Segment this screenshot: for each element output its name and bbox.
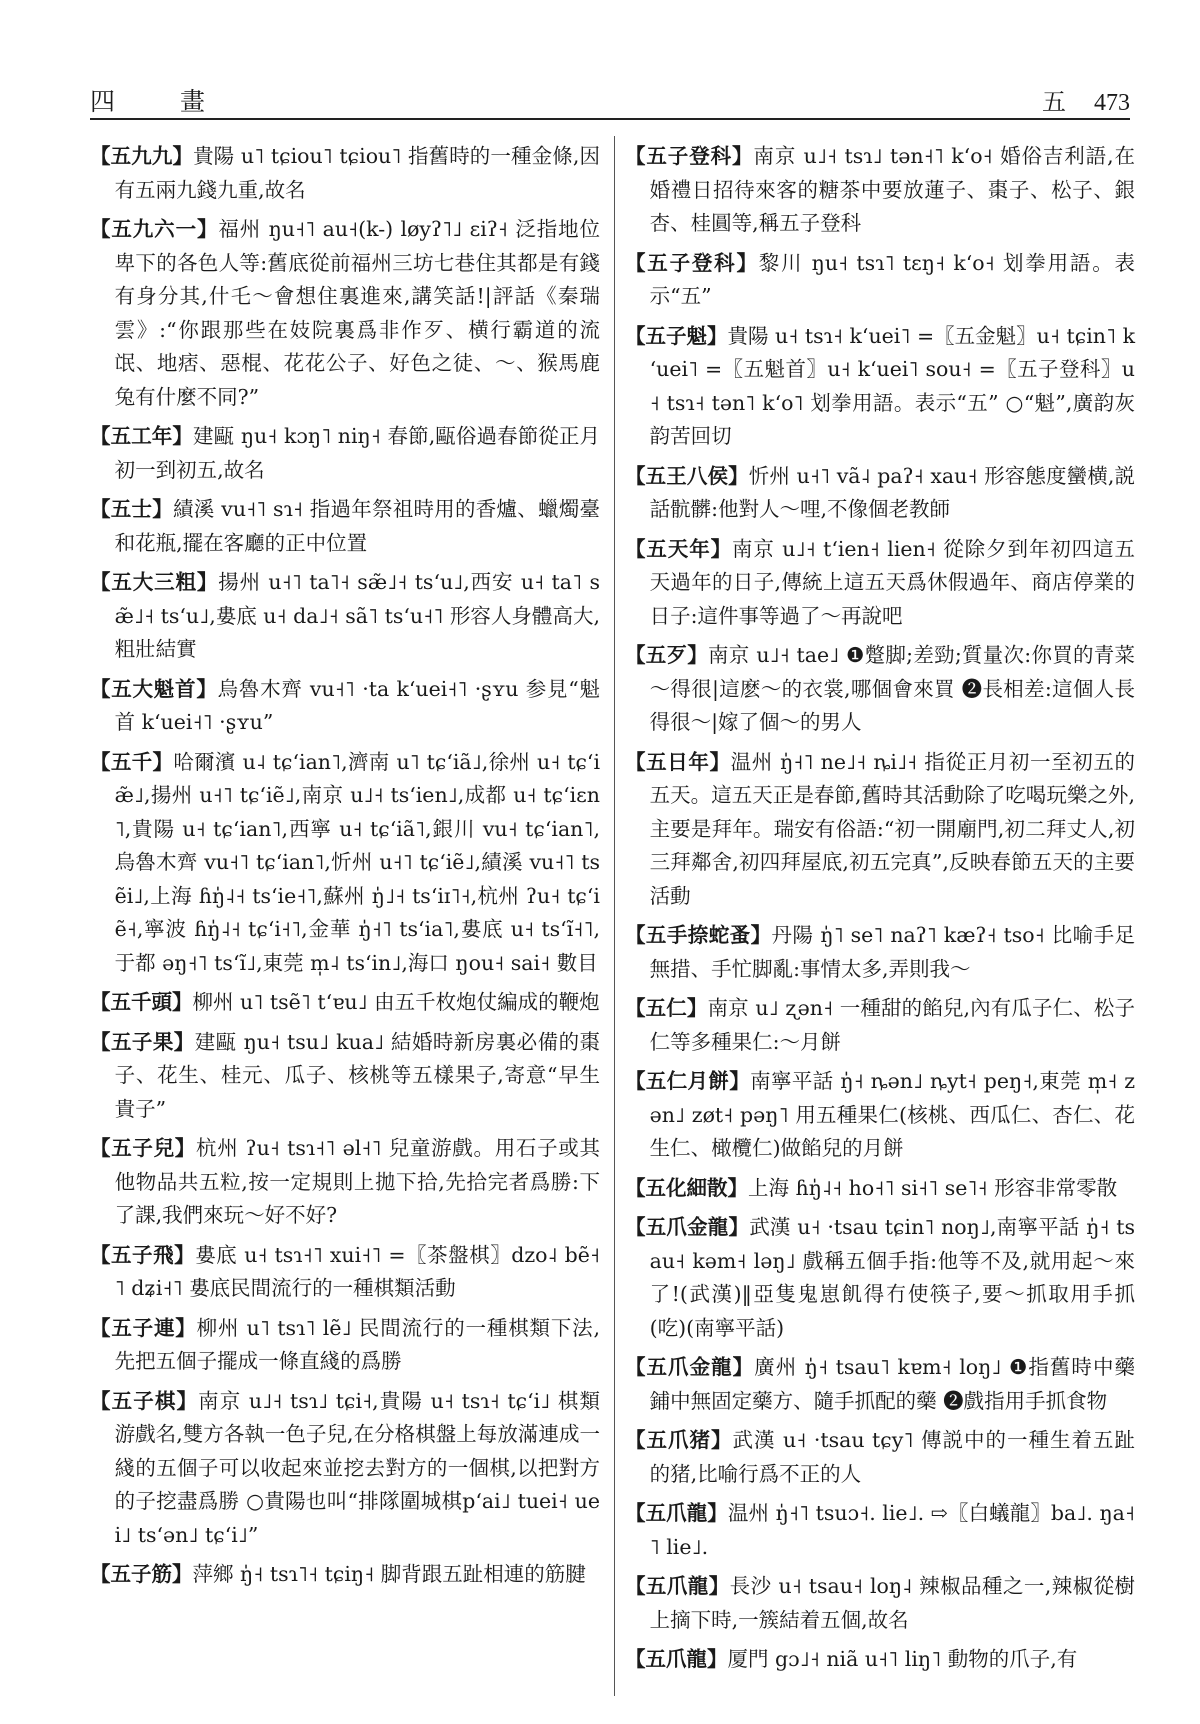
dictionary-entry: [90, 420, 600, 487]
entry-headword: 【五士】: [90, 497, 174, 521]
dictionary-entry: [625, 1570, 1135, 1637]
running-head-char: 五: [1042, 88, 1066, 116]
entry-definition: 丹陽 ŋ̍˥ se˥ naʔ˥ kæʔ˧ tso˧ 比喻手足無措、手忙脚亂:事情太多,弄則我～: [649, 923, 1136, 981]
entry-definition: 柳州 u˥ tsẽ˥ tʻɐu˩ 由五千枚炮仗編成的鞭炮: [192, 990, 600, 1014]
entry-headword: 【五子連】: [90, 1315, 197, 1340]
section-title: 四 畫: [90, 87, 226, 116]
entry-headword: 【五子棋】: [90, 1388, 199, 1413]
entry-headword: 【五仁月餅】: [625, 1069, 751, 1093]
entry-headword: 【五化細散】: [625, 1175, 748, 1200]
dictionary-entry: [90, 1312, 600, 1379]
entry-headword: 【五爪金龍】: [625, 1355, 755, 1379]
entry-definition: 廣州 ŋ̍˧ tsau˥ kɐm˧ loŋ˩ ❶指舊時中藥鋪中無固定藥方、隨手抓配的藥 ❷戲指用手抓食物: [649, 1355, 1135, 1413]
dictionary-entry: [90, 1132, 600, 1233]
entry-headword: 【五千頭】: [90, 990, 193, 1014]
entry-definition: 績溪 vu˧˥ sɿ˧ 指過年祭祖時用的香爐、蠟燭臺和花瓶,擺在客廳的正中位置: [114, 497, 601, 555]
entry-headword: 【五仁】: [625, 996, 708, 1020]
entry-headword: 【五歹】: [625, 643, 709, 667]
entry-headword: 【五九六一】: [90, 217, 219, 241]
dictionary-entry: [625, 992, 1135, 1059]
entry-definition: 揚州 u˧˥ ta˥˧ sæ̃˩˧ tsʻu˩,西安 u˧ ta˥ sæ̃˩˧ tsʻu˩,婁底 u˧ da˩˧ sã˥ tsʻu˧˥ 形容人身體高大,粗壯結實: [114, 570, 601, 661]
dictionary-entry: [625, 460, 1135, 527]
dictionary-entry: [625, 1497, 1135, 1564]
entry-headword: 【五子果】: [90, 1029, 195, 1054]
dictionary-entry: [90, 1026, 600, 1127]
dictionary-entry: [90, 673, 600, 740]
dictionary-entry: [625, 140, 1135, 241]
entry-definition: 武漢 u˧ ·tsau tɕy˥ 傳説中的一種生着五趾的猪,比喻行爲不正的人: [649, 1428, 1135, 1486]
dictionary-entry: [625, 1065, 1135, 1166]
entry-headword: 【五子筋】: [90, 1562, 193, 1586]
dictionary-entry: [625, 247, 1135, 314]
page-running-head: [1042, 82, 1130, 117]
header-rule: [90, 118, 1130, 120]
dictionary-entry: [625, 1211, 1135, 1345]
entry-headword: 【五工年】: [90, 424, 194, 448]
entry-definition: 南京 u˩˧ tsɿ˩ tɕi˧,貴陽 u˧ tsɿ˧ tɕʻi˩ 棋類游戲名,雙方各執一色子兒,在分格棋盤上每放滿連成一綫的五個子可以收起來並挖去對方的一個棋,以把對方的子挖盡爲勝 ○貴陽也叫“排隊圍城棋pʻai˩ tuei˧ uei˩ tsʻən˩ tɕʻi˩”: [114, 1388, 601, 1547]
left-column: [90, 140, 600, 1598]
dictionary-entry: [625, 1172, 1135, 1206]
entry-headword: 【五子兒】: [90, 1136, 196, 1160]
dictionary-entry: [625, 746, 1135, 914]
right-column: [625, 140, 1135, 1683]
dictionary-entry: [625, 639, 1135, 740]
dictionary-entry: [90, 1239, 600, 1306]
dictionary-entry: [625, 533, 1135, 634]
page-header: [90, 78, 1130, 118]
dictionary-entry: [625, 919, 1135, 986]
entry-definition: 温州 ŋ̍˧˥ ne˩˧ ȵi˩˧ 指從正月初一至初五的五天。這五天正是春節,舊時其活動除了吃喝玩樂之外,主要是拜年。瑞安有俗語:“初一開廟門,初二拜丈人,初三拜鄰舍,初四拜屋底,初五完真”,反映春節五天的主要活動: [649, 749, 1135, 908]
entry-definition: 建甌 ŋu˧ tsu˩ kua˩ 結婚時新房裏必備的棗子、花生、桂元、瓜子、核桃等五樣果子,寄意“早生貴子”: [114, 1029, 601, 1121]
dictionary-entry: [625, 1424, 1135, 1491]
entry-definition: 福州 ŋu˧˥ au˧(k-) løyʔ˥˩ ɛiʔ˧ 泛指地位卑下的各色人等:舊底從前福州三坊七巷住其都是有錢有身分其,什乇～會想住裏進來,講笑話!|評話《秦瑞雲》:“你跟那些在妓院裏爲非作歹、横行霸道的流氓、地痞、惡棍、花花公子、好色之徒、～、猴馬鹿兔有什麼不同?”: [114, 217, 601, 409]
entry-headword: 【五子飛】: [90, 1242, 196, 1267]
entry-headword: 【五大魁首】: [90, 676, 218, 701]
page-number: 473: [1094, 90, 1130, 116]
entry-definition: 南京 u˩˧ tae˩ ❶蹩脚;差勁;質量次:你買的青菜～得很|這麽～的衣裳,哪個會來買 ❷長相差:這個人長得很～|嫁了個～的男人: [649, 643, 1135, 734]
dictionary-entry: [90, 140, 600, 207]
entry-definition: 黎川 ŋu˧ tsɿ˥ tɛŋ˧ kʻo˧ 划拳用語。表示“五”: [649, 250, 1135, 308]
column-divider: [614, 136, 615, 1696]
entry-definition: 杭州 ʔu˧ tsɿ˧˥ əl˧˥ 兒童游戲。用石子或其他物品共五粒,按一定規則上拋下拾,先拾完者爲勝:下了課,我們來玩～好不好?: [114, 1136, 600, 1227]
entry-definition: 南京 u˩˧ tʻien˧ lien˧ 從除夕到年初四這五天過年的日子,傳統上這五天爲休假過年、商店停業的日子:這件事等過了～再說吧: [649, 536, 1135, 628]
entry-definition: 忻州 u˧˥ vã˨ paʔ˧ xau˧ 形容態度蠻横,説話骯髒:他對人～哩,不像個老教師: [649, 463, 1136, 521]
entry-definition: 温州 ŋ̍˧˥ tsuɔ˧. lie˩. ⇨〖白蟻龍〗ba˩. ŋa˧˥ lie˩.: [649, 1501, 1135, 1559]
entry-headword: 【五子魁】: [625, 323, 728, 348]
entry-headword: 【五爪龍】: [625, 1574, 730, 1598]
entry-definition: 柳州 u˥ tsɿ˥ lẽ˩ 民間流行的一種棋類下法,先把五個子擺成一條直綫的爲勝: [114, 1315, 601, 1373]
entry-headword: 【五千】: [90, 749, 174, 774]
entry-headword: 【五爪龍】: [625, 1501, 728, 1525]
entry-headword: 【五九九】: [90, 144, 194, 168]
entry-definition: 哈爾濱 u˨ tɕʻian˥,濟南 u˥ tɕʻiã˩,徐州 u˧ tɕʻiæ̃˩,揚州 u˧˥ tɕʻiẽ˩,南京 u˩˧ tsʻien˩,成都 u˧ tɕʻiɛn˥,貴陽 u˧ tɕʻian˥,西寧 u˧ tɕʻiã˥,銀川 vu˧ tɕʻian˥,烏魯木齊 vu˧˥ tɕʻian˥,忻州 u˧˥ tɕʻiẽ˩,績溪 vu˧˥ tsẽi˩,上海 ɦŋ̍˨˧ tsʻie˧˥,蘇州 ŋ̍˩˧ tsʻiɪ˥˧,杭州 ʔu˧ tɕʻiẽ˧,寧波 ɦŋ̍˨˧ tɕʻi˧˥,金華 ŋ̍˧˥ tsʻia˥,婁底 u˧ tsʻĩ˧˥,于都 əŋ˧˥ tsʻĩ˩,東莞 m̩˨ tsʻin˩,海口 ŋou˧ sai˧ 數目: [114, 749, 601, 975]
entry-definition: 南寧平話 ŋ̍˧ ȵən˩ ȵyt˧ peŋ˧,東莞 m̩˧ zən˩ zøt˧ pəŋ˥ 用五種果仁(核桃、西瓜仁、杏仁、花生仁、橄欖仁)做餡兒的月餅: [649, 1069, 1136, 1160]
entry-headword: 【五天年】: [625, 536, 733, 561]
entry-headword: 【五爪金龍】: [625, 1215, 750, 1239]
dictionary-entry: [90, 566, 600, 667]
entry-headword: 【五大三粗】: [90, 570, 219, 594]
entry-definition: 建甌 ŋu˧ kɔŋ˥ niŋ˧ 春節,甌俗過春節從正月初一到初五,故名: [114, 424, 601, 482]
dictionary-entry: [90, 986, 600, 1020]
entry-headword: 【五手捺蛇蚤】: [625, 923, 772, 947]
dictionary-entry: [90, 1558, 600, 1592]
entry-headword: 【五爪猪】: [625, 1428, 733, 1452]
entry-definition: 南京 u˩˧ tsɿ˩ tən˧˥ kʻo˧ 婚俗吉利語,在婚禮日招待來客的糖茶中要放蓮子、棗子、松子、銀杏、桂圓等,稱五子登科: [649, 144, 1136, 235]
entry-definition: 厦門 gɔ˩˧ niã u˧˥ liŋ˥ 動物的爪子,有: [727, 1647, 1078, 1671]
entry-definition: 烏魯木齊 vu˧˥ ·ta kʻuei˧˥ ·ʂʏu 参見“魁首 kʻuei˧˥ ·ʂʏu”: [114, 676, 600, 734]
entry-headword: 【五王八侯】: [625, 463, 749, 488]
dictionary-entry: [625, 1643, 1135, 1677]
entry-headword: 【五爪龍】: [625, 1647, 728, 1671]
dictionary-entry: [625, 1351, 1135, 1418]
dictionary-entry: [90, 493, 600, 560]
entry-definition: 萍鄉 ŋ̍˧ tsɿ˥˧ tɕiŋ˧ 脚背跟五趾相連的筋腱: [192, 1562, 586, 1586]
dictionary-entry: [90, 213, 600, 414]
entry-definition: 武漢 u˧ ·tsau tɕin˥ noŋ˩,南寧平話 ŋ̍˧ tsau˧ kəm˧ ləŋ˩ 戲稱五個手指:他等不及,就用起～來了!(武漢)‖亞隻鬼崽飢得冇使筷子,要～抓取用手抓(吃)(南寧平話): [649, 1215, 1135, 1340]
entry-definition: 長沙 u˧ tsau˧ loŋ˨ 辣椒品種之一,辣椒從樹上摘下時,一簇結着五個,故名: [649, 1574, 1135, 1632]
entry-definition: 南京 u˩ ʐən˧ 一種甜的餡兒,內有瓜子仁、松子仁等多種果仁:～月餅: [649, 996, 1135, 1054]
entry-definition: 貴陽 u˧ tsɿ˧ kʻuei˥ =〖五金魁〗u˧ tɕin˥ kʻuei˥ =〖五魁首〗u˧ kʻuei˥ sou˧ =〖五子登科〗u˧ tsɿ˧ tən˥ kʻo˥ 划拳用語。表示“五” ○“魁”,廣韵灰韵苦回切: [649, 323, 1135, 448]
dictionary-entry: [90, 1385, 600, 1553]
entry-definition: 貴陽 u˥ tɕiou˥ tɕiou˥ 指舊時的一種金條,因有五兩九錢九重,故名: [114, 144, 600, 202]
dictionary-entry: [90, 746, 600, 981]
entry-definition: 婁底 u˧ tsɿ˧˥ xui˧˥ =〖茶盤棋〗dzo˨ bẽ˧˥ dʑi˧˥ 婁底民間流行的一種棋類活動: [114, 1242, 600, 1300]
entry-definition: 上海 ɦŋ̍˨˧ ho˧˥ si˧˥ se˥˧ 形容非常零散: [748, 1175, 1118, 1200]
entry-headword: 【五子登科】: [625, 144, 754, 168]
entry-headword: 【五日年】: [625, 749, 731, 774]
entry-headword: 【五子登科】: [625, 250, 759, 275]
dictionary-entry: [625, 320, 1135, 454]
